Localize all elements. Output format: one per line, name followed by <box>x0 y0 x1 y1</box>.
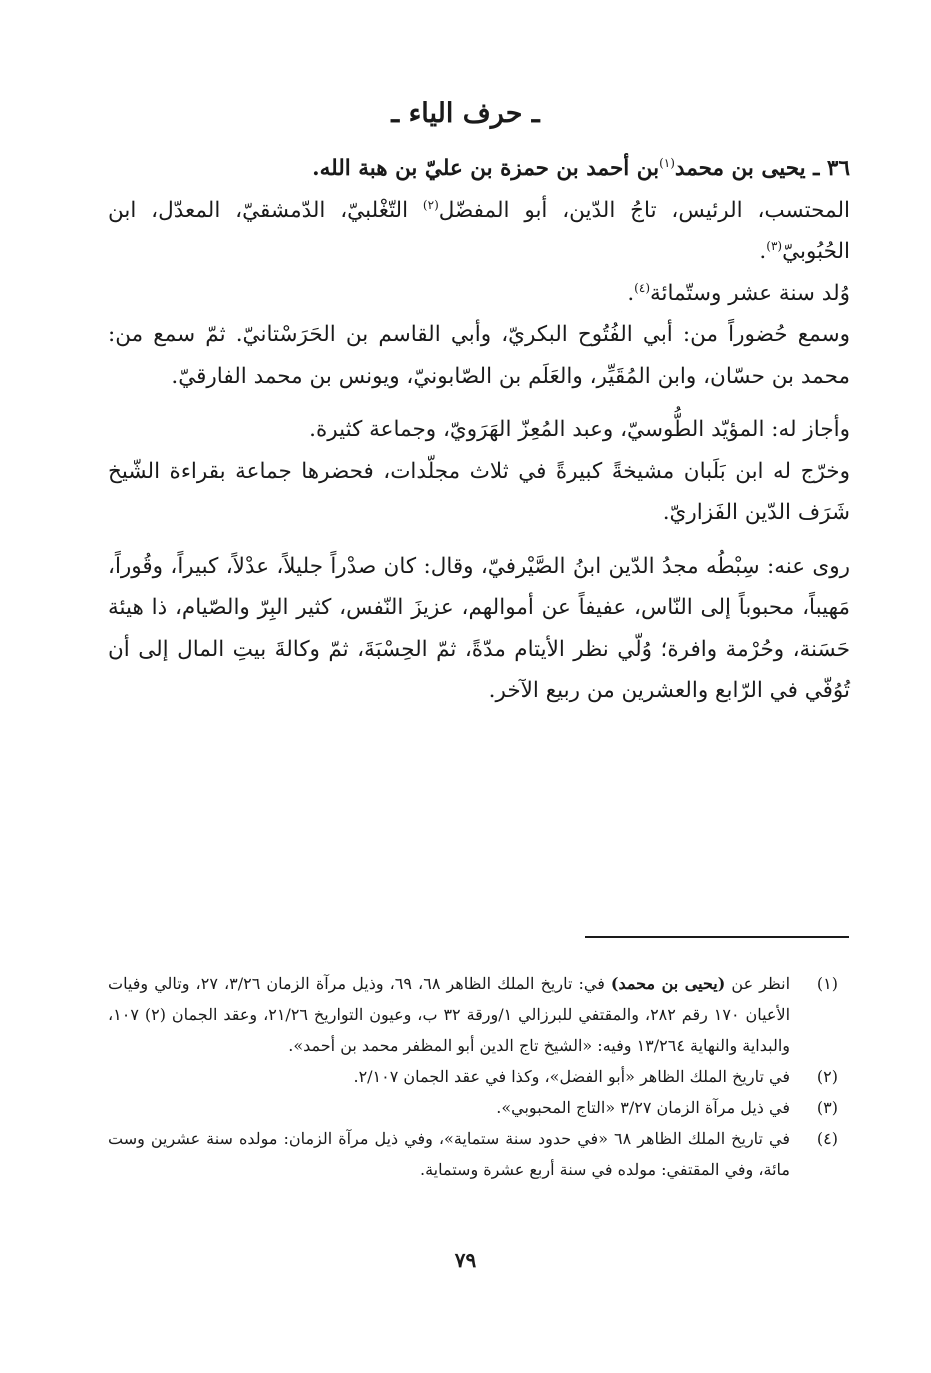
footnote-number: (٢) <box>816 1067 838 1086</box>
footnote-subject: (يحيى بن محمد) <box>610 974 726 993</box>
footnote-separator <box>585 936 849 938</box>
footnote-marker-2: (٢) <box>422 197 439 212</box>
narration-paragraph: روى عنه: سِبْطُه مجدُ الدّين ابنُ الصَّيْرفيّ، وقال: كان صدْراً جليلاً، عدْلاً، كبيراً، وقُوراً، مَهيباً، محبوباً إلى النّاس، عفيفاً عن أموالهم، عزيزَ النّفس، كثير البِرّ والصّيام، ذا هيئة حَسَنة، وحُرْمة وافرة؛ وُلّي نظر الأيتام مدّةً، ثمّ الحِسْبَةَ، ثمّ وكالةَ بيتِ المال إلى أن تُوُفّي في الرّابع والعشرين من ربيع الآخر. <box>108 553 850 703</box>
footnote-text: في تاريخ الملك الظاهر ٦٨ «في حدود سنة ستماية»، وفي ذيل مرآة الزمان: مولده سنة عشرين وست مائة، وفي المقتفي: مولده في سنة أربع عشرة وستماية. <box>108 1129 790 1179</box>
footnote-marker-3: (٣) <box>766 238 783 253</box>
birth-text-end: . <box>627 280 635 306</box>
entry-titles-text-c: . <box>759 239 767 264</box>
entry-titles-text-a: المحتسب، الرئيس، تاجُ الدّين، أبو المفضّل <box>438 197 850 223</box>
hearing-paragraph: وسمع حُضوراً من: أبي الفُتُوح البكريّ، وأبي القاسم بن الحَرَسْتانيّ. ثمّ سمع من: محمد بن حسّان، وابن المُقَيِّر، والعَلَم بن الصّابونيّ، ويونس بن محمد الفارقيّ. <box>108 322 850 389</box>
entry-number-name: ٣٦ ـ يحيى بن محمد <box>674 156 850 181</box>
footnote-number: (٤) <box>816 1129 838 1148</box>
entry-title <box>108 148 850 190</box>
footnote-3 <box>108 1092 838 1123</box>
footnote-2 <box>108 1061 838 1092</box>
footnote-text: في ذيل مرآة الزمان ٣/٢٧ «التاج المحبوبي». <box>496 1098 790 1117</box>
footnote-text-pre: انظر عن <box>725 974 791 993</box>
chapter-heading: ـ حرف الياء ـ <box>391 98 540 129</box>
footnote-text <box>108 968 790 1061</box>
birth-text: وُلد سنة عشر وستّمائة <box>650 280 850 306</box>
footnote-marker-1: (١) <box>659 155 675 170</box>
page-number: ٧٩ <box>454 1248 477 1272</box>
footnote-text-post: في: تاريخ الملك الظاهر ٦٨، ٦٩، وذيل مرآة الزمان ٣/٢٦، ٢٧، وتالي وفيات الأعيان ١٧٠ رقم ٢٨٢، والمقتفي للبرزالي ١/ورقة ٣٢ ب، وعيون التواريخ ٢١/٢٦، وعقد الجمان (٢) ١٠٧، والبداية والنهاية ١٣/٢٦٤ وفيه: «الشيخ تاج الدين أبو المظفر محمد بن أحمد». <box>108 974 791 1055</box>
birth-paragraph <box>108 273 850 315</box>
footnote-number: (٣) <box>816 1098 838 1117</box>
licence-paragraph: وأجاز له: المؤيّد الطُّوسيّ، وعبد المُعِزّ الهَرَويّ، وجماعة كثيرة. <box>309 417 850 442</box>
entry-titles-paragraph <box>108 190 850 273</box>
footnote-number: (١) <box>816 974 838 993</box>
entry-body <box>108 148 850 712</box>
footnotes <box>108 968 838 1185</box>
footnote-4 <box>108 1123 838 1185</box>
entry-titles-text-b: التّغْلبيّ، الدّمشقيّ، المعدّل، ابن الحُبُوبيّ <box>108 197 850 264</box>
entry-lineage: بن أحمد بن حمزة بن عليّ بن هبة الله. <box>312 156 660 181</box>
footnote-1 <box>108 968 838 1061</box>
footnote-marker-4: (٤) <box>634 280 650 295</box>
footnote-text: في تاريخ الملك الظاهر «أبو الفضل»، وكذا في عقد الجمان ٢/١٠٧. <box>353 1067 790 1086</box>
mashyakha-paragraph: وخرّج له ابن بَلَبان مشيخةً كبيرةً في ثلاث مجلّدات، فحضرها جماعة بقراءة الشّيخ شَرَف الدّين الفَزاريّ. <box>108 458 850 525</box>
